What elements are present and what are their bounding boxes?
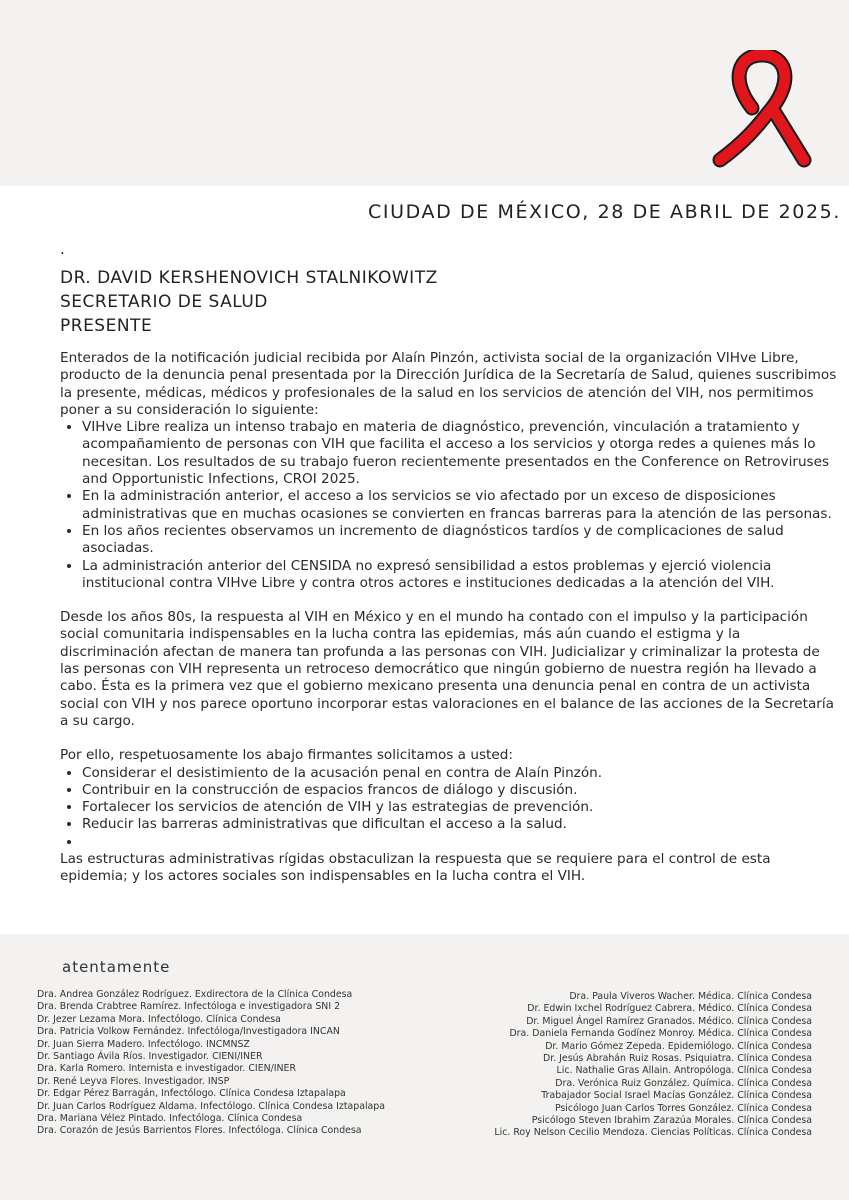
- signatory: Dra. Daniela Fernanda Godínez Monroy. Médica. Clínica Condesa: [509, 1028, 812, 1040]
- recipient-salutation: PRESENTE: [60, 316, 153, 336]
- signatory: Dra. Paula Viveros Wacher. Médica. Clínica Condesa: [569, 991, 812, 1002]
- signatory: Dr. Mario Gómez Zepeda. Epidemiólogo. Clínica Condesa: [545, 1040, 812, 1052]
- request-item: • Contribuir en la construcción de espacios francos de diálogo y discusión.: [82, 782, 840, 799]
- signatories-left: [37, 989, 385, 1138]
- consideration-item: • La administración anterior del CENSIDA no expresó sensibilidad a estos problemas y ejerció violencia institucional contra VIHve Libre y contra otros actores e instituciones dedicadas a la atención del VIH.: [82, 558, 840, 593]
- stray-dot: .: [60, 240, 65, 258]
- signatory: Dr. Santiago Ávila Ríos. Investigador. CIENI/INER: [37, 1051, 263, 1063]
- date-line: CIUDAD DE MÉXICO, 28 DE ABRIL DE 2025.: [368, 201, 841, 223]
- signatory: Dr. Jesús Abrahán Ruiz Rosas. Psiquiatra. Clínica Condesa: [542, 1053, 812, 1065]
- signatory: Dra. Patricia Volkow Fernández. Infectóloga/Investigadora INCAN: [37, 1026, 340, 1038]
- signatory: Dr. Edgar Pérez Barragán, Infectólogo. Clínica Condesa Iztapalapa: [37, 1088, 346, 1100]
- awareness-ribbon-icon: [712, 50, 812, 175]
- letter-body: [60, 350, 840, 886]
- signatory: Psicólogo Steven Ibrahim Zarazúa Morales. Clínica Condesa: [531, 1115, 812, 1127]
- signatories-right: [494, 991, 812, 1140]
- recipient-name: DR. DAVID KERSHENOVICH STALNIKOWITZ: [60, 268, 438, 288]
- closing-salutation: atentamente: [62, 958, 171, 976]
- recipient-block: [60, 266, 438, 338]
- signatory: Dr. Jezer Lezama Mora. Infectólogo. Clínica Condesa: [37, 1013, 281, 1025]
- signatory: Dra. Brenda Crabtree Ramírez. Infectóloga e investigadora SNI 2: [37, 1001, 341, 1013]
- signatory: Dra. Verónica Ruiz González. Química. Clínica Condesa: [555, 1077, 812, 1089]
- closing-paragraph: Las estructuras administrativas rígidas obstaculizan la respuesta que se requiere para el control de esta epidemia; y los actores sociales son indispensables en la lucha contra el VIH.: [60, 851, 771, 885]
- signatory: Dra. Karla Romero. Internista e investigador. CIEN/INER: [37, 1063, 296, 1075]
- context-paragraph: Desde los años 80s, la respuesta al VIH en México y en el mundo ha contado con el impulso y la participación social comunitaria indispensables en la lucha contra las epidemias, más aún cuando el estigma y la discriminación afectan de manera tan profunda a las personas con VIH. Judicializar y criminalizar la protesta de las personas con VIH representa un retroceso democrático que ningún gobierno de nuestra región ha llevado a cabo. Ésta es la primera vez que el gobierno mexicano presenta una denuncia penal en contra de un activista social con VIH y nos parece oportuno incorporar estas valoraciones en el balance de las acciones de la Secretaría a su cargo.: [60, 609, 834, 729]
- consideration-item: • En los años recientes observamos un incremento de diagnósticos tardíos y de complicaciones de salud asociadas.: [82, 523, 840, 558]
- signatory: Dra. Andrea González Rodríguez. Exdirectora de la Clínica Condesa: [37, 989, 353, 1000]
- consideration-item: • En la administración anterior, el acceso a los servicios se vio afectado por un exceso de disposiciones administrativas que en muchas ocasiones se convierten en francas barreras para la atención de las personas.: [82, 488, 840, 523]
- signatory: Dra. Corazón de Jesús Barrientos Flores. Infectóloga. Clínica Condesa: [37, 1125, 362, 1137]
- request-item: • Reducir las barreras administrativas que dificultan el acceso a la salud.: [82, 816, 840, 833]
- signatory: Dr. Juan Sierra Madero. Infectólogo. INCMNSZ: [37, 1038, 250, 1050]
- consideration-item: • VIHve Libre realiza un intenso trabajo en materia de diagnóstico, prevención, vinculación a tratamiento y acompañamiento de personas con VIH que facilita el acceso a los servicios y otorga redes a quienes más lo necesitan. Los resultados de su trabajo fueron recientemente presentados en the Conference on Retroviruses and Opportunistic Infections, CROI 2025.: [82, 419, 840, 488]
- request-item-empty: [82, 834, 840, 851]
- intro-paragraph: Enterados de la notificación judicial recibida por Alaín Pinzón, activista social de la organización VIHve Libre, producto de la denuncia penal presentada por la Dirección Jurídica de la Secretaría de Salud, quienes suscribimos la presente, médicas, médicos y profesionales de la salud en los servicios de atención del VIH, nos permitimos poner a su consideración lo siguiente:: [60, 350, 837, 418]
- signatory: Dr. Juan Carlos Rodríguez Aldama. Infectólogo. Clínica Condesa Iztapalapa: [37, 1100, 385, 1112]
- request-intro: Por ello, respetuosamente los abajo firmantes solicitamos a usted:: [60, 747, 513, 764]
- considerations-list: [60, 419, 840, 592]
- recipient-position: SECRETARIO DE SALUD: [60, 292, 268, 312]
- signatory: Psicólogo Juan Carlos Torres González. Clínica Condesa: [554, 1102, 812, 1114]
- requests-list: [60, 765, 840, 851]
- signatory: Dr. Miguel Ángel Ramírez Granados. Médico. Clínica Condesa: [526, 1015, 812, 1027]
- signatory: Trabajador Social Israel Macías González. Clínica Condesa: [541, 1090, 812, 1102]
- signatory: Dr. Edwin Ixchel Rodríguez Cabrera. Médico. Clínica Condesa: [527, 1003, 812, 1015]
- signatory: Dra. Mariana Vélez Pintado. Infectóloga. Clínica Condesa: [37, 1113, 303, 1125]
- signatory: Dr. René Leyva Flores. Investigador. INSP: [37, 1075, 230, 1087]
- request-item: • Considerar el desistimiento de la acusación penal en contra de Alaín Pinzón.: [82, 765, 840, 782]
- signatory: Lic. Nathalie Gras Allain. Antropóloga. Clínica Condesa: [556, 1065, 812, 1077]
- signatory: Lic. Roy Nelson Cecilio Mendoza. Ciencias Políticas. Clínica Condesa: [494, 1127, 812, 1139]
- request-item: • Fortalecer los servicios de atención de VIH y las estrategias de prevención.: [82, 799, 840, 816]
